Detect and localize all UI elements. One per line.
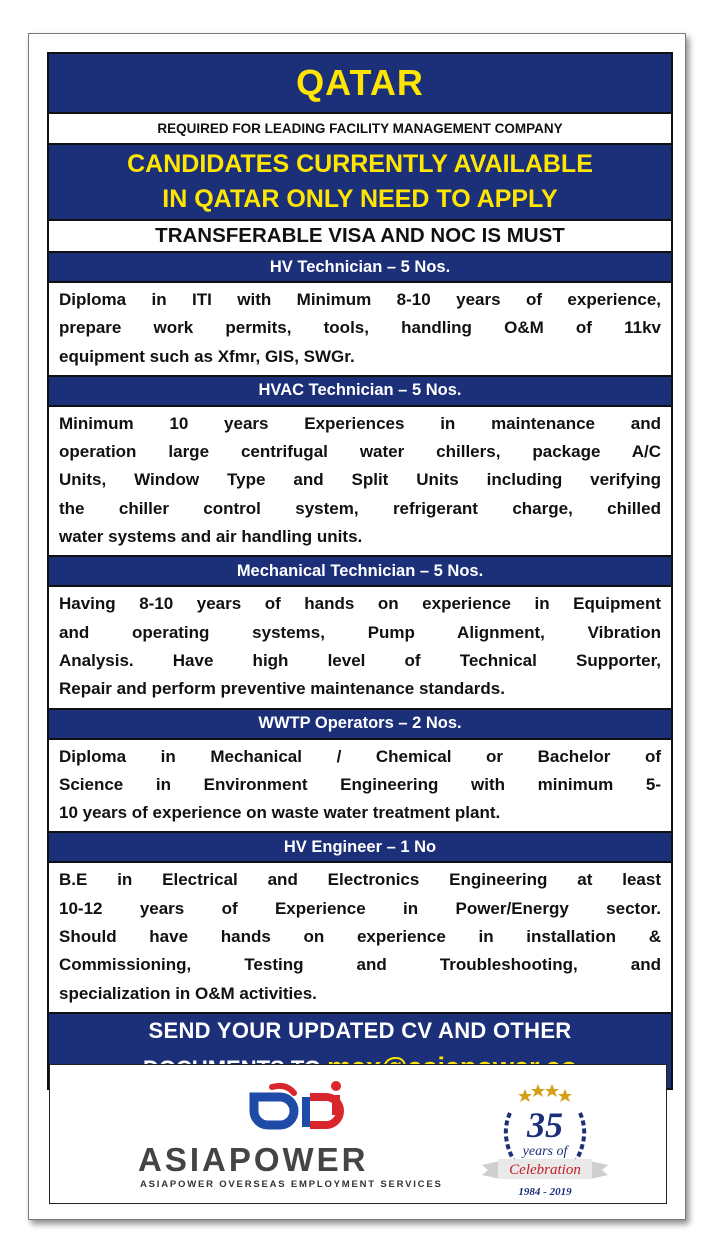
poster-frame: [28, 33, 686, 1220]
anniversary-badge-icon: [470, 1075, 620, 1199]
position-description: [49, 283, 671, 377]
description-line: specialization in O&M activities.: [59, 983, 317, 1003]
position-description: [49, 740, 671, 834]
description-line: Diploma in ITI with Minimum 8-10 years of experience,: [59, 290, 661, 309]
position-hv-engineer: [49, 833, 671, 1013]
asiapower-logo-icon: [246, 1075, 356, 1139]
logo-panel: [49, 1064, 667, 1204]
badge-year-range: 1984 - 2019: [518, 1186, 572, 1198]
position-title: HV Engineer – 1 No: [49, 833, 671, 863]
badge-celebration: Celebration: [509, 1162, 581, 1178]
position-description: [49, 587, 671, 709]
position-title: HVAC Technician – 5 Nos.: [49, 377, 671, 407]
description-line: and operating systems, Pump Alignment, Vibration: [59, 622, 661, 642]
country-title: QATAR: [49, 54, 671, 114]
description-line: Units, Window Type and Split Units including verifying: [59, 470, 661, 490]
position-title: Mechanical Technician – 5 Nos.: [49, 557, 671, 587]
position-description: [49, 863, 671, 1013]
description-line: the chiller control system, refrigerant charge, chilled: [59, 498, 661, 518]
brand-name: ASIAPOWER: [138, 1141, 369, 1178]
description-line: Having 8-10 years of hands on experience in Equipment: [59, 594, 661, 614]
position-mechanical-technician: [49, 557, 671, 709]
description-line: Should have hands on experience in installation &: [59, 927, 661, 947]
description-line: equipment such as Xfmr, GIS, SWGr.: [59, 346, 355, 366]
brand-tagline: ASIAPOWER OVERSEAS EMPLOYMENT SERVICES: [140, 1179, 443, 1190]
description-line: Diploma in Mechanical / Chemical or Bachelor of: [59, 746, 661, 766]
description-line: operation large centrifugal water chillers, package A/C: [59, 442, 661, 462]
position-hvac-technician: [49, 377, 671, 557]
description-line: prepare work permits, tools, handling O&M of 11kv: [59, 318, 661, 338]
position-hv-technician: [49, 253, 671, 377]
requirement-line: REQUIRED FOR LEADING FACILITY MANAGEMENT COMPANY: [49, 114, 671, 145]
description-line: water systems and air handling units.: [59, 527, 363, 547]
description-line: Science in Environment Engineering with minimum 5-: [59, 774, 661, 794]
description-line: Repair and perform preventive maintenance standards.: [59, 679, 505, 699]
position-title: WWTP Operators – 2 Nos.: [49, 710, 671, 740]
visa-note: TRANSFERABLE VISA AND NOC IS MUST: [49, 221, 671, 253]
candidates-line-1: CANDIDATES CURRENTLY AVAILABLE: [127, 150, 593, 178]
badge-number: 35: [527, 1105, 563, 1145]
badge-years: years of: [522, 1144, 568, 1159]
job-poster: [47, 52, 673, 1090]
description-line: Analysis. Have high level of Technical Supporter,: [59, 650, 661, 670]
description-line: Minimum 10 years Experiences in maintenance and: [59, 413, 661, 433]
position-wwtp-operators: [49, 710, 671, 834]
description-line: 10 years of experience on waste water treatment plant.: [59, 803, 501, 823]
position-title: HV Technician – 5 Nos.: [49, 253, 671, 283]
position-description: [49, 407, 671, 557]
candidates-line-2: IN QATAR ONLY NEED TO APPLY: [162, 185, 558, 213]
description-line: Commissioning, Testing and Troubleshooting, and: [59, 955, 661, 975]
candidates-banner: [49, 145, 671, 221]
description-line: 10-12 years of Experience in Power/Energy sector.: [59, 898, 661, 918]
apply-line-1: SEND YOUR UPDATED CV AND OTHER: [148, 1017, 572, 1043]
description-line: B.E in Electrical and Electronics Engineering at least: [59, 870, 661, 890]
